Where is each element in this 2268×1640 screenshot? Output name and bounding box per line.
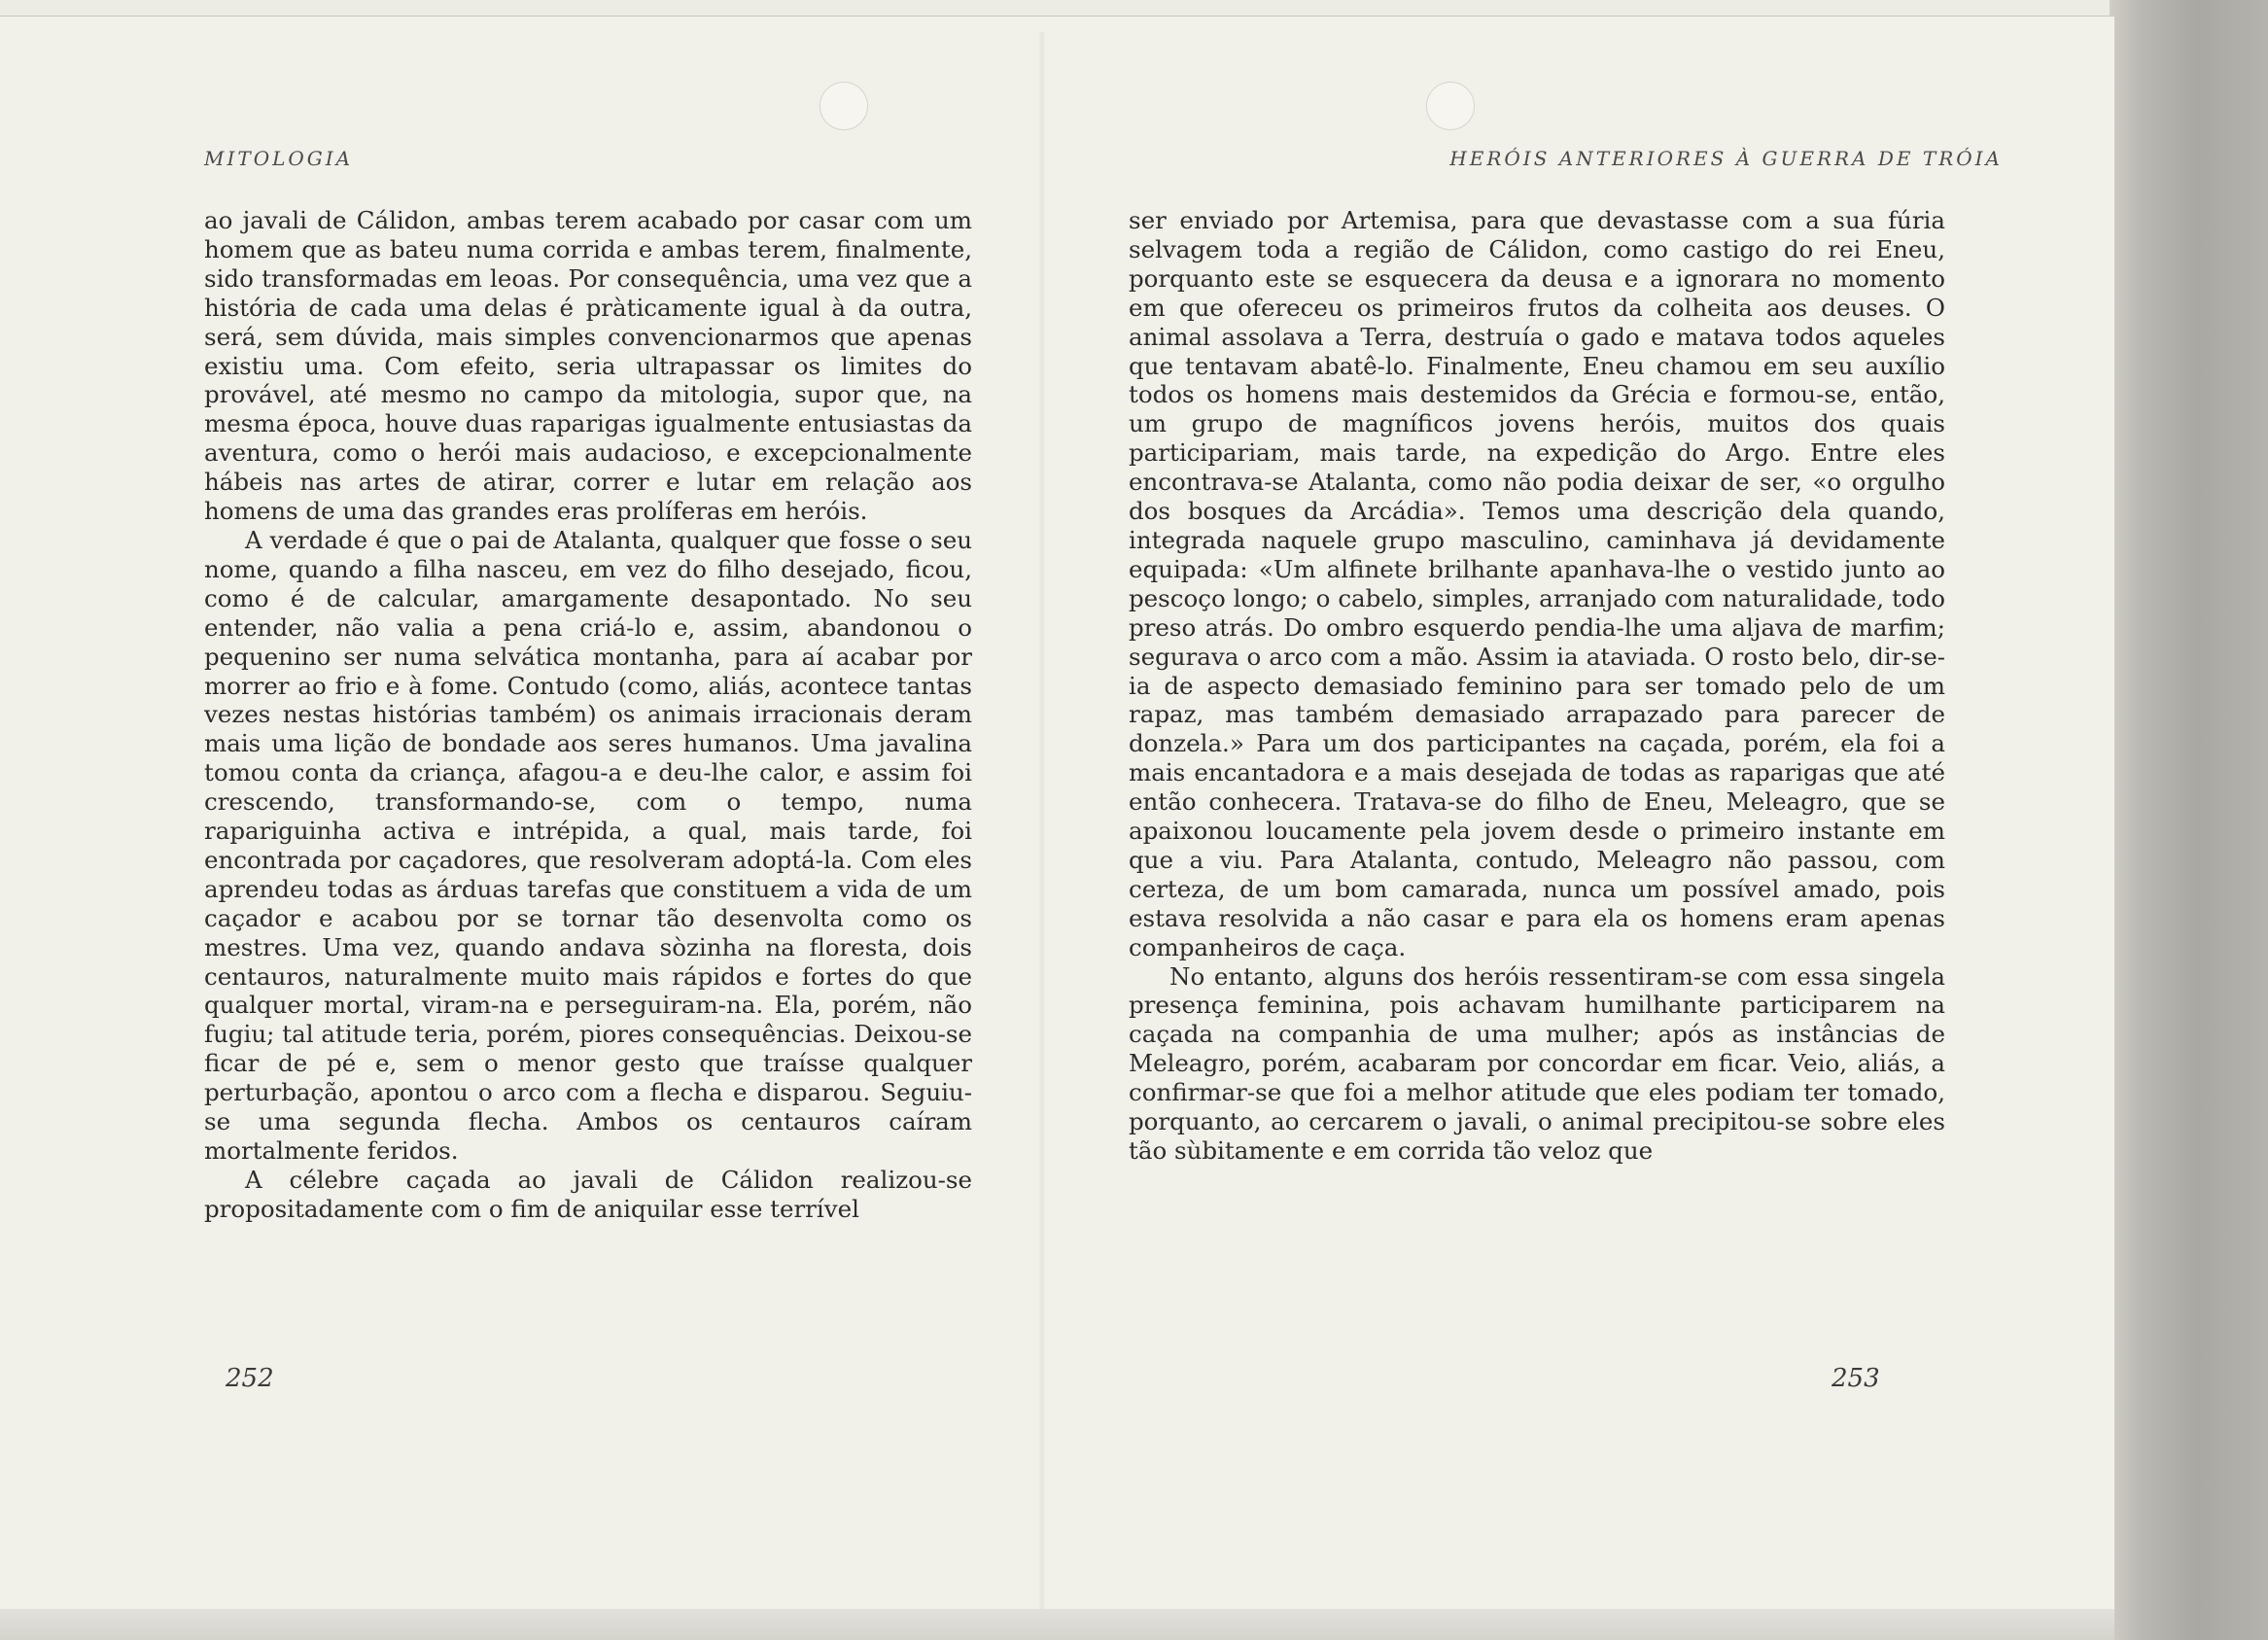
scanner-shadow-edge	[2110, 0, 2268, 1640]
left-page-number: 252	[226, 1364, 274, 1393]
left-running-head: MITOLOGIA	[204, 147, 354, 170]
paragraph: A verdade é que o pai de Atalanta, qualquer que fosse o seu nome, quando a filha nasceu, em vez do filho desejado, ficou, como é de calcular, amargamente desapontado. No seu entender, não valia a pena criá-lo e, assim, abandonou o pequenino ser numa selvática montanha, para aí acabar por morrer ao frio e à fome. Contudo (como, aliás, acontece tantas vezes nestas histórias também) os animais irracionais deram mais uma lição de bondade aos seres humanos. Uma javalina tomou conta da criança, afagou-a e deu-lhe calor, e assim foi crescendo, transformando-se, com o tempo, numa rapariguinha activa e intrépida, a qual, mais tarde, foi encontrada por caçadores, que resolveram adoptá-la. Com eles aprendeu todas as árduas tarefas que constituem a vida de um caçador e acabou por se tornar tão desenvolta como os mestres. Uma vez, quando andava sòzinha na floresta, dois centauros, naturalmente muito mais rápidos e fortes do que qualquer mortal, viram-na e perseguiram-na. Ela, porém, não fugiu; tal atitude teria, porém, piores consequências. Deixou-se ficar de pé e, sem o menor gesto que traísse qualquer perturbação, apontou o arco com a flecha e disparou. Seguiu-se uma segunda flecha. Ambos os centauros caíram mortalmente feridos.	[204, 525, 972, 1165]
right-page-text	[1129, 206, 1945, 1166]
right-running-head: HERÓIS ANTERIORES À GUERRA DE TRÓIA	[1449, 147, 2003, 170]
scan-bottom-edge	[0, 1609, 2114, 1640]
paragraph: No entanto, alguns dos heróis ressentiram-se com essa singela presença feminina, pois achavam humilhante participarem na caçada na companhia de uma mulher; após as instâncias de Meleagro, porém, acabaram por concordar em ficar. Veio, aliás, a confirmar-se que foi a melhor atitude que eles podiam ter tomado, porquanto, ao cercarem o javali, o animal precipitou-se sobre eles tão sùbitamente e em corrida tão veloz que	[1129, 961, 1945, 1165]
right-page-number: 253	[1832, 1364, 1880, 1393]
paragraph: ser enviado por Artemisa, para que devastasse com a sua fúria selvagem toda a região de Cálidon, como castigo do rei Eneu, porquanto este se esquecera da deusa e a ignorara no momento em que ofereceu os primeiros frutos da colheita aos deuses. O animal assolava a Terra, destruía o gado e matava todos aqueles que tentavam abatê-lo. Finalmente, Eneu chamou em seu auxílio todos os homens mais destemidos da Grécia e formou-se, então, um grupo de magníficos jovens heróis, muitos dos quais participariam, mais tarde, na expedição do Argo. Entre eles encontrava-se Atalanta, como não podia deixar de ser, «o orgulho dos bosques da Arcádia». Temos uma descrição dela quando, integrada naquele grupo masculino, caminhava já devidamente equipada: «Um alfinete brilhante apanhava-lhe o vestido junto ao pescoço longo; o cabelo, simples, arranjado com naturalidade, todo preso atrás. Do ombro esquerdo pendia-lhe uma aljava de marfim; segurava o arco com a mão. Assim ia ataviada. O rosto belo, dir-se-ia de aspecto demasiado feminino para ser tomado pelo de um rapaz, mas também demasiado arrapazado para parecer de donzela.» Para um dos participantes na caçada, porém, ela foi a mais encantadora e a mais desejada de todas as raparigas que até então conhecera. Tratava-se do filho de Eneu, Meleagro, que se apaixonou loucamente pela jovem desde o primeiro instante em que a viu. Para Atalanta, contudo, Meleagro não passou, com certeza, de um bom camarada, nunca um possível amado, pois estava resolvida a não casar e para ela os homens eram apenas companheiros de caça.	[1129, 206, 1945, 961]
paragraph: A célebre caçada ao javali de Cálidon realizou-se propositadamente com o fim de aniquilar esse terrível	[204, 1165, 972, 1223]
book-spread	[0, 16, 2114, 1625]
punch-hole-right	[1426, 82, 1475, 130]
book-gutter	[1038, 32, 1046, 1625]
left-page-text	[204, 206, 972, 1224]
paragraph: ao javali de Cálidon, ambas terem acabado por casar com um homem que as bateu numa corrida e ambas terem, finalmente, sido transformadas em leoas. Por consequência, uma vez que a história de cada uma delas é pràticamente igual à da outra, será, sem dúvida, mais simples convencionarmos que apenas existiu uma. Com efeito, seria ultrapassar os limites do provável, até mesmo no campo da mitologia, supor que, na mesma época, houve duas raparigas igualmente entusiastas da aventura, como o herói mais audacioso, e excepcionalmente hábeis nas artes de atirar, correr e lutar em relação aos homens de uma das grandes eras prolíferas em heróis.	[204, 206, 972, 526]
punch-hole-left	[820, 82, 868, 130]
